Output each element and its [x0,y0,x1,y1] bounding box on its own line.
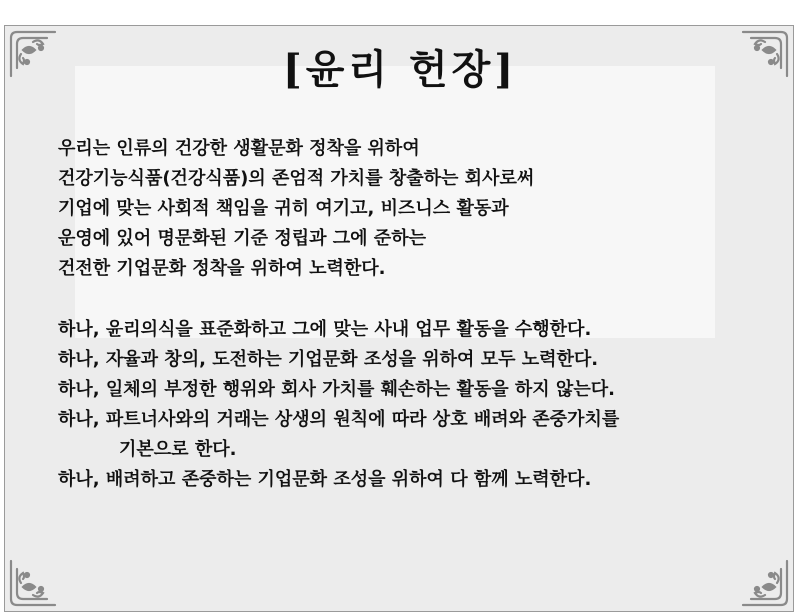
corner-ornament-bottom-left-icon [7,557,59,609]
article-line: 하나, 윤리의식을 표준화하고 그에 맞는 사내 업무 활동을 수행한다. [58,319,592,340]
preamble-line: 건강기능식품(건강식품)의 존엄적 가치를 창출하는 회사로써 [58,168,535,189]
article-line: 하나, 자율과 창의, 도전하는 기업문화 조성을 위하여 모두 노력한다. [58,349,599,370]
section-spacer [58,284,778,315]
article-line: 하나, 일체의 부정한 행위와 회사 가치를 훼손하는 활동을 하지 않는다. [58,379,615,400]
article-line-continuation: 기본으로 한다. [119,439,237,460]
article-line: 하나, 배려하고 존중하는 기업문화 조성을 위하여 다 함께 노력한다. [58,469,592,490]
preamble-line: 기업에 맞는 사회적 책임을 귀히 여기고, 비즈니스 활동과 [58,198,509,219]
preamble-line: 운영에 있어 명문화된 기준 정립과 그에 준하는 [58,228,426,249]
preamble-line: 건전한 기업문화 정착을 위하여 노력한다. [58,258,386,279]
charter-body [58,134,778,495]
preamble-line: 우리는 인류의 건강한 생활문화 정착을 위하여 [58,138,420,159]
charter-title: [윤리 헌장] [282,46,518,93]
article-line: 하나, 파트너사와의 거래는 상생의 원칙에 따라 상호 배려와 존중가치를 [58,409,620,430]
corner-ornament-bottom-right-icon [739,557,791,609]
